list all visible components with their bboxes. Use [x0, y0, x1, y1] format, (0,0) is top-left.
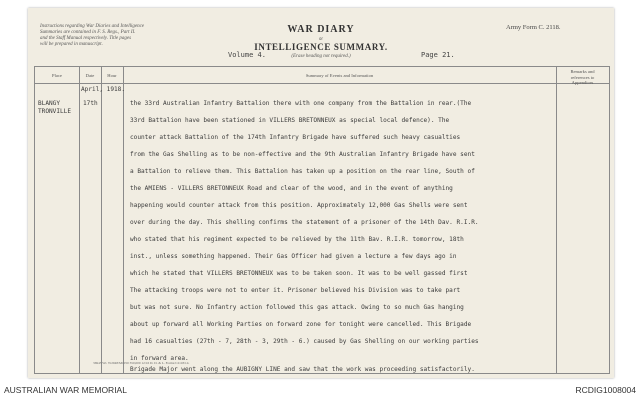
instructions-text: Instructions regarding War Diaries and Intelligence Summaries are contained in F. S. Regs., Part II. and the Staff Manual respectively. Title pages will be prepared in manuscript. [40, 24, 145, 47]
summary-line: a Battalion to relieve them. This Battalion has taken up a position on the rear line, South of [130, 168, 475, 175]
summary-line: but was not sure. No Infantry action followed this gas attack. Owing to so much Gas hanging [130, 304, 464, 311]
divider-hour [123, 67, 124, 373]
summary-line: counter attack Battalion of the 174th Infantry Brigade have suffered such heavy casualties [130, 134, 461, 141]
summary-line: who stated that his regiment expected to be relieved by the 11th Bav. R.I.R. tomorrow, 18th [130, 236, 464, 243]
diary-table [34, 66, 610, 374]
entry-month: April, 1918. [81, 86, 126, 93]
summary-line: 33rd Battalion have been stationed in VILLERS BRETONNEUX as special local defence). The [130, 117, 450, 124]
summary-line: The attacking troops were not to enter it. Prisoner believed his Division was to take part [130, 287, 461, 294]
title-erase-note: (Erase heading not required.) [291, 54, 351, 59]
col-header-date: Date [85, 73, 95, 78]
col-header-remarks: Remarks and references to Appendices [570, 69, 595, 85]
summary-line: happening would counter attack from this position. Approximately 12,000 Gas Shells were sent [130, 202, 468, 209]
title-or: or [318, 36, 324, 41]
summary-line: had 16 casualties (27th - 7, 28th - 3, 29th - 6.) caused by Gas Shelling on our working parties [130, 338, 479, 345]
volume-number: Volume 4. [228, 51, 266, 59]
divider-summary [556, 67, 557, 373]
place-line-1: BLANGY [38, 100, 61, 107]
divider-date [101, 67, 102, 373]
title-war-diary: WAR DIARY [287, 24, 355, 35]
summary-line: the 33rd Australian Infantry Battalion there with one company from the Battalion in rear.(The [130, 100, 472, 107]
header-rule [35, 83, 609, 84]
divider-place [79, 67, 80, 373]
summary-line: Brigade Major went along the AUBIGNY LINE and saw that the work was proceeding satisfactorily. [130, 366, 475, 373]
summary-line: inst., unless something happened. Their Gas Officer had given a lecture a few days ago in [130, 253, 457, 260]
archive-caption-right: RCDIG1008004 [575, 385, 636, 395]
printer-imprint: 36945 Wt. W2948/M1050 350,000 12/16 D. D. & L. Forms/C2118/14. [93, 361, 190, 365]
summary-line: the AMIENS - VILLERS BRETONNEUX Road and clear of the wood, and in the event of anything [130, 185, 453, 192]
summary-line: over during the day. This shelling confirms the statement of a prisoner of the 14th Dav. R.I.R. [130, 219, 479, 226]
summary-line: from the Gas Shelling as to be non-effective and the 9th Australian Infantry Brigade have sent [130, 151, 475, 158]
col-header-place: Place [52, 73, 62, 78]
diary-page [28, 8, 614, 378]
summary-line: which he stated that VILLERS BRETONNEUX was to be taken soon. It was to be well gassed first [130, 270, 468, 277]
page-number: Page 21. [421, 51, 455, 59]
entry-date: 17th [83, 100, 98, 107]
col-header-summary: Summary of Events and Information [305, 73, 374, 78]
col-header-hour: Hour [107, 73, 117, 78]
place-line-2: TRONVILLE [38, 108, 72, 115]
archive-caption-left: AUSTRALIAN WAR MEMORIAL [4, 385, 127, 395]
summary-line: about up forward all Working Parties on forward zone for tonight were cancelled. This Brigade [130, 321, 472, 328]
summary-line: in forward area. [130, 355, 189, 362]
army-form-number: Army Form C. 2118. [506, 24, 561, 31]
title-intelligence-summary: INTELLIGENCE SUMMARY. [254, 42, 388, 52]
